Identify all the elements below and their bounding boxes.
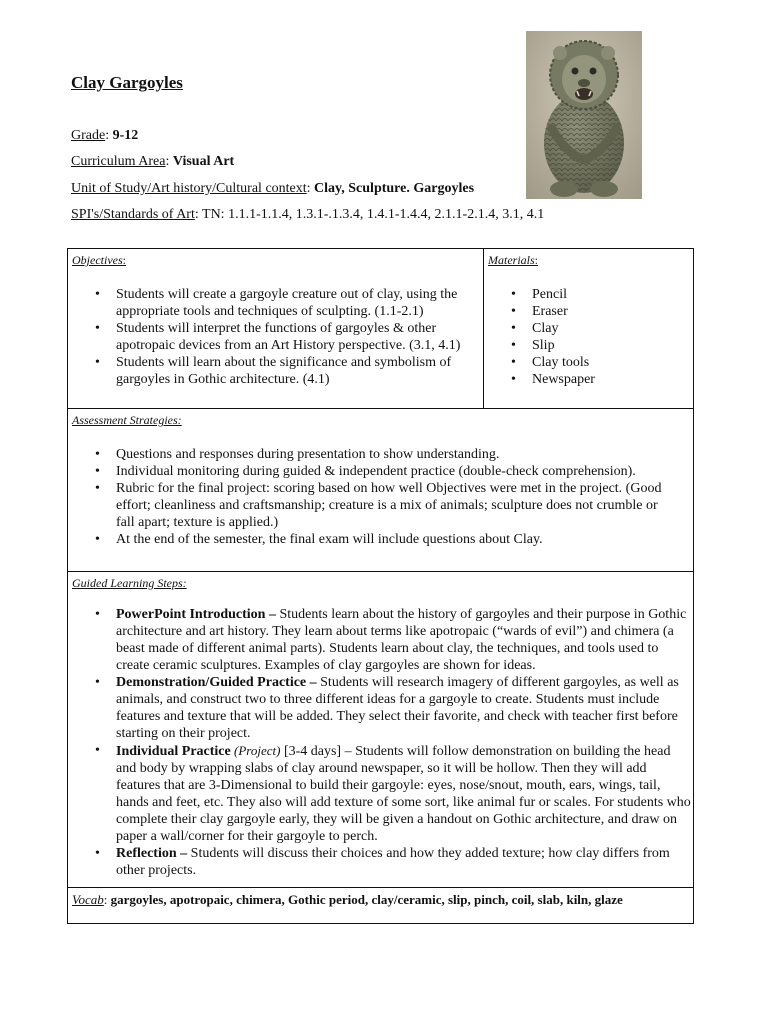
step-item (89, 845, 692, 879)
step-lead: Demonstration/Guided Practice – (116, 675, 317, 690)
grade-value: 9-12 (112, 128, 139, 143)
objective-item: • Students will learn about the significance and symbolism of gargoyles in Gothic architecture. (4.1) (89, 354, 469, 388)
unit-line: Unit of Study/Art history/Cultural context: Clay, Sculpture. Gargoyles (71, 181, 475, 196)
step-text: [3-4 days] – Students will follow demonstration on building the head and body by wrapping slabs of clay around newspaper, so it will be hollow. Then they will add features that are 3-Dimensional to build their gargoyle: eyes, nose/snout, mouth, ears, wings, tail, hands and feet, etc. They also will add texture of some sort, like animal fur or scales. For students who complete their clay gargoyle early, they will be given a handout on Gothic architecture, and draw on paper a wall/corner for their gargoyle to perch. (116, 744, 691, 844)
spi-line: SPI's/Standards of Art: TN: 1.1.1-1.1.4, 1.3.1-.1.3.4, 1.4.1-1.4.4, 2.1.1-2.1.4, 3.1, 4.1 (71, 207, 545, 222)
assessment-heading: Assessment Strategies: (72, 413, 182, 427)
step-text: Students learn about the history of gargoyles and their purpose in Gothic architecture and art history. They learn about terms like apotropaic (“wards of evil”) and chimera (a beast made of different animal parts). Students learn about clay, the techniques, and tools used to create ceramic sculptures. Examples of clay gargoyles are shown for ideas. (116, 607, 687, 673)
spi-label: SPI's/Standards of Art (71, 207, 195, 222)
material-item: • Newspaper (505, 371, 685, 388)
assessment-row (68, 409, 693, 572)
objective-item: • Students will create a gargoyle creature out of clay, using the appropriate tools and techniques of sculpting. (1.1-2.1) (89, 286, 469, 320)
materials-cell (484, 249, 693, 408)
guided-steps-row (68, 572, 693, 888)
assessment-item: • Individual monitoring during guided & independent practice (double-check comprehension). (89, 463, 679, 480)
step-item (89, 674, 692, 742)
vocab-row (68, 888, 693, 923)
grade-line: Grade: 9-12 (71, 128, 139, 143)
gargoyle-photo (526, 31, 642, 199)
step-item (89, 742, 692, 845)
objectives-heading-text: Objectives (72, 253, 123, 267)
steps-list (89, 606, 692, 879)
step-item (89, 606, 692, 674)
assessment-item: • At the end of the semester, the final exam will include questions about Clay. (89, 531, 679, 548)
steps-heading: Guided Learning Steps: (72, 576, 187, 590)
curriculum-label: Curriculum Area (71, 154, 166, 169)
objective-item: • Students will interpret the functions of gargoyles & other apotropaic devices from an Art History perspective. (3.1, 4.1) (89, 320, 469, 354)
page-title: Clay Gargoyles (71, 73, 183, 92)
step-lead: Reflection – (116, 846, 188, 861)
step-note: (Project) (230, 743, 281, 758)
curriculum-value: Visual Art (172, 154, 235, 169)
material-item: • Pencil (505, 286, 685, 303)
assessment-list (89, 446, 679, 548)
vocab-terms: gargoyles, apotropaic, chimera, Gothic period, clay/ceramic, slip, pinch, coil, slab, kiln, glaze (110, 892, 623, 907)
objectives-list (89, 286, 469, 388)
materials-heading-text: Materials (488, 253, 535, 267)
objectives-heading: Objectives: (72, 253, 126, 267)
material-item: • Eraser (505, 303, 685, 320)
step-lead: PowerPoint Introduction – (116, 607, 276, 622)
step-lead: Individual Practice (116, 744, 231, 759)
lesson-table (67, 248, 694, 924)
material-item: • Slip (505, 337, 685, 354)
assessment-item: • Rubric for the final project: scoring based on how well Objectives were met in the project. (Good effort; cleanliness and craftsmanship; creature is a mix of animals; sculpture does not crumble or fall apart; texture is applied.) (89, 480, 679, 531)
spi-value: TN: 1.1.1-1.1.4, 1.3.1-.1.3.4, 1.4.1-1.4.4, 2.1.1-2.1.4, 3.1, 4.1 (202, 207, 545, 222)
unit-value: Clay, Sculpture. Gargoyles (314, 181, 475, 196)
step-text: Students will discuss their choices and how they added texture; how clay differs from other projects. (116, 846, 670, 878)
materials-heading: Materials: (488, 253, 539, 267)
step-text: Students will research imagery of different gargoyles, as well as animals, and construct two to three different ideas for a gargoyle to create. Students must include features and texture that will be added. They select their favorite, and check with teacher first before starting on their project. (116, 675, 679, 741)
vocab-line: Vocab: gargoyles, apotropaic, chimera, Gothic period, clay/ceramic, slip, pinch, coil, slab, kiln, glaze (72, 892, 623, 907)
material-item: • Clay tools (505, 354, 685, 371)
objectives-materials-row (68, 249, 693, 409)
material-item: • Clay (505, 320, 685, 337)
grade-label: Grade (71, 128, 106, 143)
vocab-heading: Vocab (72, 892, 104, 907)
objectives-cell (68, 249, 484, 408)
assessment-item: • Questions and responses during presentation to show understanding. (89, 446, 679, 463)
unit-label: Unit of Study/Art history/Cultural context (71, 181, 307, 196)
curriculum-line: Curriculum Area: Visual Art (71, 154, 235, 169)
materials-list (505, 286, 685, 388)
